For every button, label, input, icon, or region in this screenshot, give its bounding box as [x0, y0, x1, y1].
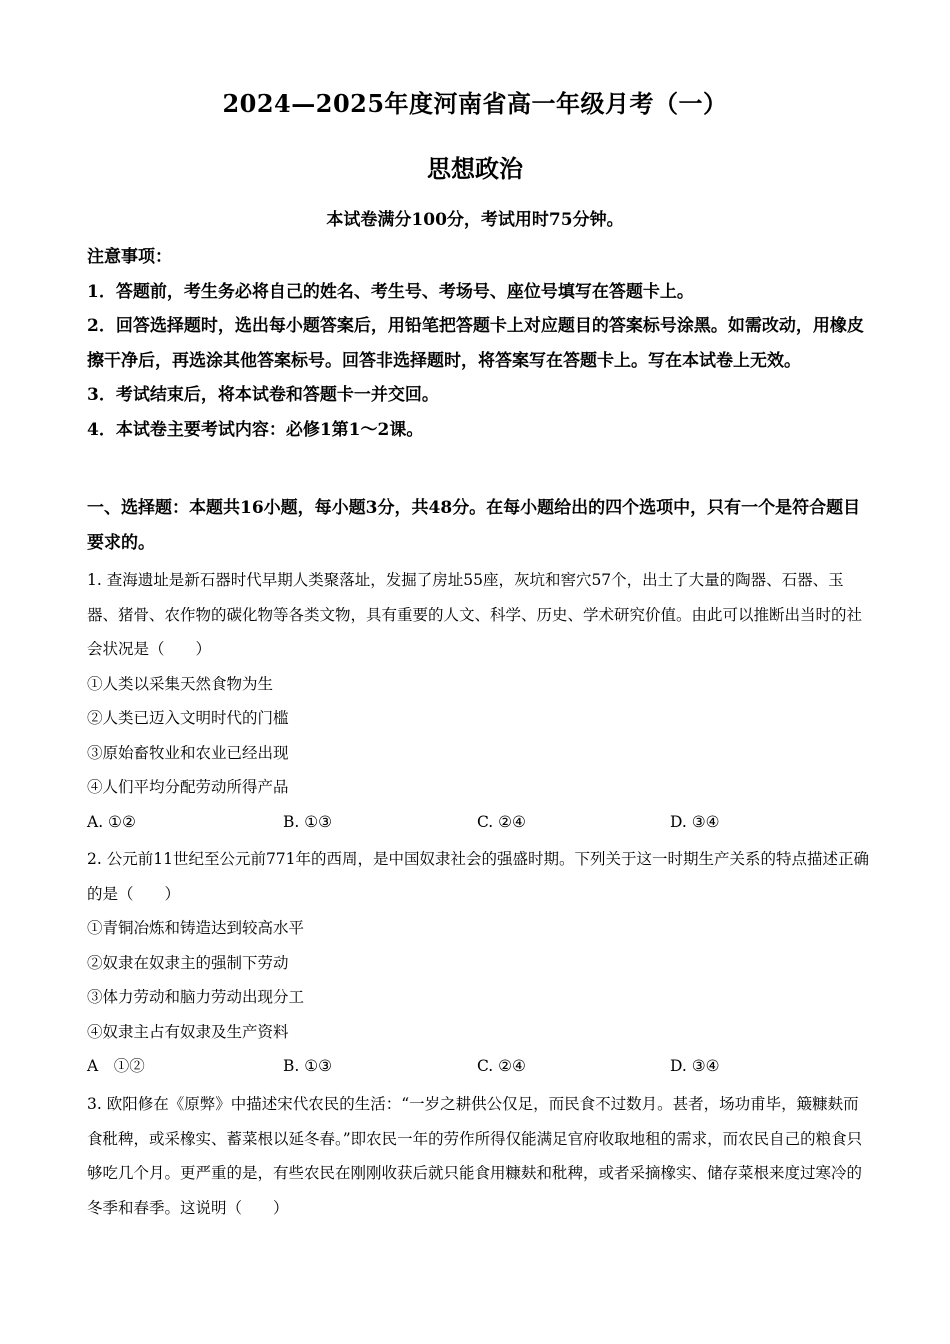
option-d[interactable]: D. ③④: [670, 812, 720, 831]
statement-item: ①青铜冶炼和铸造达到较高水平: [87, 919, 305, 937]
option-a[interactable]: A ①②: [87, 1057, 145, 1075]
option-c[interactable]: C. ②④: [477, 812, 526, 831]
exam-meta: 本试卷满分100分，考试用时75分钟。: [326, 210, 624, 230]
section-heading: 一、选择题：本题共16小题，每小题3分，共48分。在每小题给出的四个选项中，只有一个是符合题目要求的。: [87, 498, 861, 553]
option-row: [87, 805, 872, 840]
statement-item: ③原始畜牧业和农业已经出现: [87, 743, 289, 762]
note-item: 4．本试卷主要考试内容：必修1第1～2课。: [87, 419, 424, 440]
option-row: [87, 1049, 872, 1084]
option-c[interactable]: C. ②④: [477, 1057, 526, 1075]
statement-item: ②人类已迈入文明时代的门槛: [87, 709, 289, 727]
note-item: 3．考试结束后，将本试卷和答题卡一并交回。: [87, 385, 439, 405]
statement-item: ②奴隶在奴隶主的强制下劳动: [87, 953, 289, 972]
option-d[interactable]: D. ③④: [670, 1057, 720, 1075]
question-stem: 2. 公元前11世纪至公元前771年的西周，是中国奴隶社会的强盛时期。下列关于这一时期生产关系的特点描述正确的是（ ）: [87, 850, 870, 903]
statement-item: ④奴隶主占有奴隶及生产资料: [87, 1022, 289, 1041]
question-3: [87, 1087, 872, 1225]
question-stem: 3. 欧阳修在《原弊》中描述宋代农民的生活：“一岁之耕供公仅足，而民食不过数月。甚者，场功甫毕，簸糠麸而食秕稗，或采橡实、蓄菜根以延冬春。”即农民一年的劳作所得仅能满足官府收取地租的需求，而农民自己的粮食只够吃几个月。更严重的是，有些农民在刚刚收获后就只能食用糠麸和秕稗，或者采摘橡实、储存菜根来度过寒冷的冬季和春季。这说明（ ）: [87, 1095, 863, 1217]
option-b[interactable]: B. ①③: [283, 1057, 333, 1075]
exam-title: 2024—2025年度河南省高一年级月考（一）: [222, 89, 728, 118]
notes-block: [87, 240, 877, 447]
subject-title: 思想政治: [427, 154, 523, 183]
question-1: [87, 563, 872, 839]
note-item: 1．答题前，考生务必将自己的姓名、考生号、考场号、座位号填写在答题卡上。: [87, 281, 694, 302]
statement-item: ③体力劳动和脑力劳动出现分工: [87, 988, 305, 1006]
statement-item: ④人们平均分配劳动所得产品: [87, 778, 289, 796]
note-item: 2．回答选择题时，选出每小题答案后，用铅笔把答题卡上对应题目的答案标号涂黑。如需改动，用橡皮擦干净后，再选涂其他答案标号。回答非选择题时，将答案写在答题卡上。写在本试卷上无效。: [87, 316, 864, 371]
notes-heading: 注意事项：: [87, 247, 172, 267]
question-stem: 1. 查海遗址是新石器时代早期人类聚落址，发掘了房址55座，灰坑和窖穴57个，出土了大量的陶器、石器、玉器、猪骨、农作物的碳化物等各类文物，具有重要的人文、科学、历史、学术研究价值。由此可以推断出当时的社会状况是（ ）: [87, 571, 863, 658]
question-2: [87, 842, 872, 1084]
statement-item: ①人类以采集天然食物为生: [87, 674, 274, 693]
option-a[interactable]: A. ①②: [87, 812, 136, 831]
option-b[interactable]: B. ①③: [283, 812, 333, 831]
